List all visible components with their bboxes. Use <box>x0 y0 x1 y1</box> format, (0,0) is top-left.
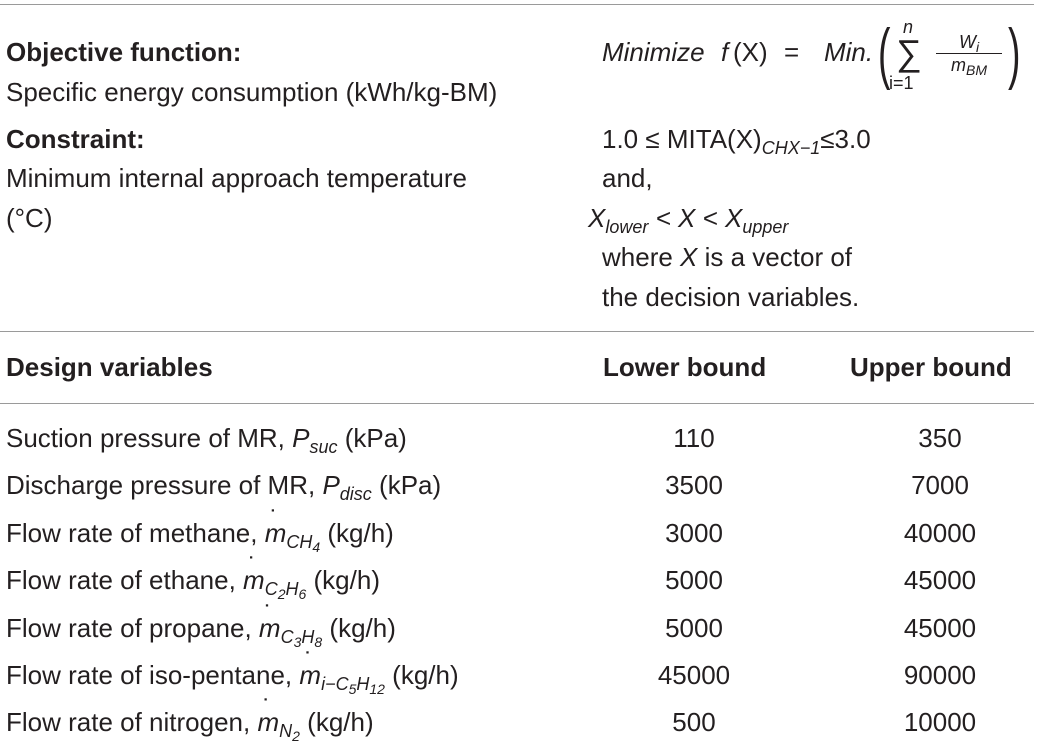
row-upper-bound: 10000 <box>903 707 977 737</box>
row-upper-bound: 40000 <box>903 518 977 548</box>
header-design-variables: Design variables <box>6 352 213 382</box>
row-variable: Discharge pressure of MR, $P_{disc}$ (kPa) <box>6 470 442 504</box>
objective-formula <box>602 15 1034 95</box>
row-variable: Flow rate of ethane, ˙ $m_{C_2H_6}$ (kg/h) <box>6 565 380 595</box>
top-rule <box>0 4 1034 5</box>
row-upper-bound: 90000 <box>903 660 977 690</box>
row-variable: Flow rate of methane, ˙ $m_{CH_4}$ (kg/h) <box>6 518 394 548</box>
formula-right-paren: ) <box>1008 15 1021 91</box>
row-lower-bound: 500 <box>672 707 716 737</box>
row-variable: Suction pressure of MR, $P_{suc}$ (kPa) <box>6 423 407 457</box>
row-upper-bound: 7000 <box>911 470 969 500</box>
constraint-description-line2: (°C) <box>6 203 53 233</box>
constraint-description-line1: Minimum internal approach temperature <box>6 163 467 193</box>
constraint-inequality: $1.0 \le MITA(X)_{CHX-1}\le 3.0$ <box>602 124 871 158</box>
formula-min: Min. <box>824 37 874 67</box>
mid-rule <box>0 331 1034 332</box>
row-lower-bound: 3500 <box>665 470 723 500</box>
row-lower-bound: 110 <box>673 423 715 453</box>
row-variable: Flow rate of nitrogen, ˙ $m_{N_2}$ (kg/h) <box>6 707 374 737</box>
row-lower-bound: 5000 <box>665 565 723 595</box>
constraint-heading: Constraint: <box>6 124 145 154</box>
formula-left-paren: ( <box>878 15 891 91</box>
row-upper-bound: 45000 <box>903 565 977 595</box>
formula-minimize: Minimize <box>602 37 705 67</box>
formula-arg: (X) <box>733 37 768 67</box>
formula-fraction <box>936 31 1002 76</box>
sum-lower-limit: i=1 <box>889 73 914 93</box>
row-upper-bound: 45000 <box>903 613 977 643</box>
fraction-denominator: $m_{BM}$ <box>951 55 987 78</box>
header-rule <box>0 403 1034 404</box>
sum-upper-limit: n <box>903 17 914 37</box>
constraint-bounds: $X_{lower} < X < X_{upper}$ <box>588 203 789 237</box>
constraint-where-line1: where X is a vector of <box>602 242 853 272</box>
objective-description: Specific energy consumption (kWh/kg-BM) <box>6 77 498 107</box>
constraint-and: and, <box>602 163 653 193</box>
row-variable: Flow rate of iso-pentane, ˙ $m_{i-C_5H_{12}}$ (kg/h) <box>6 660 459 690</box>
row-upper-bound: 350 <box>918 423 962 453</box>
objective-heading: Objective function: <box>6 37 242 67</box>
row-lower-bound: 3000 <box>665 518 723 548</box>
row-lower-bound: 5000 <box>665 613 723 643</box>
constraint-where-line2: the decision variables. <box>602 282 860 312</box>
formula-equals: = <box>784 37 800 67</box>
fraction-numerator: $W_i$ <box>936 31 1002 54</box>
header-lower-bound: Lower bound <box>603 352 767 382</box>
formula-func: f <box>721 37 729 67</box>
header-upper-bound: Upper bound <box>850 352 1012 382</box>
sum-sign: ∑ <box>896 32 922 73</box>
row-lower-bound: 45000 <box>657 660 731 690</box>
row-variable: Flow rate of propane, ˙ $m_{C_3H_8}$ (kg/h) <box>6 613 396 643</box>
